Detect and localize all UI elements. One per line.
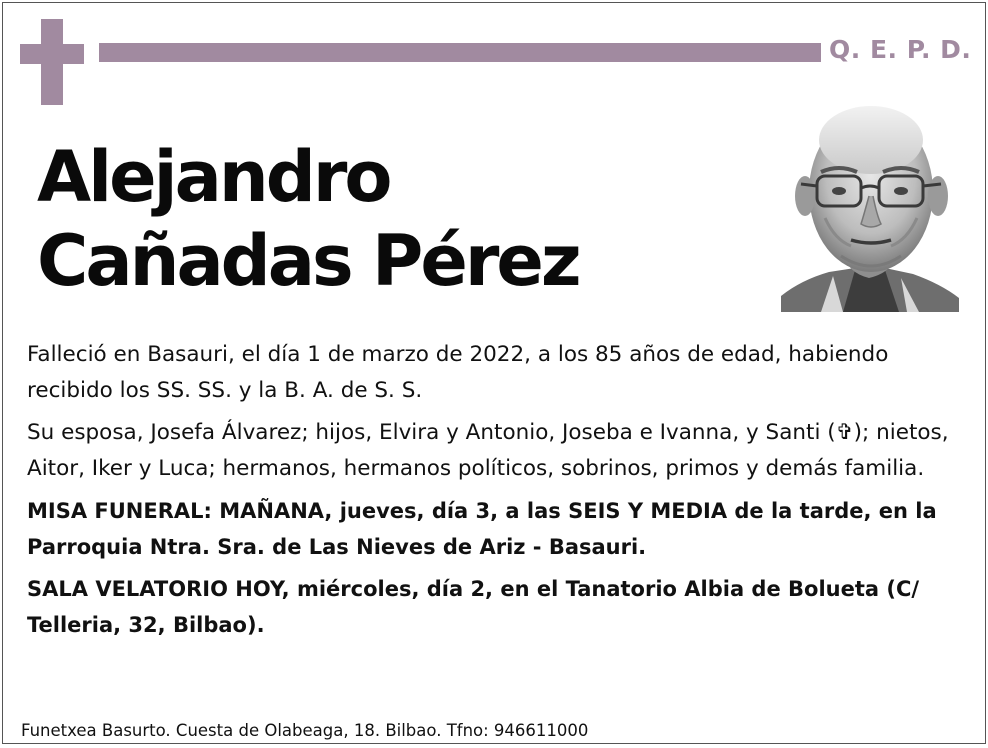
- portrait-photo: [781, 100, 959, 312]
- notice-body: [27, 337, 967, 649]
- funeral-mass-paragraph: MISA FUNERAL: MAÑANA, jueves, día 3, a las SEIS Y MEDIA de la tarde, en la Parroquia Ntra. Sra. de Las Nieves de Ariz - Basauri.: [27, 499, 937, 559]
- deceased-name: [37, 135, 579, 303]
- cross-icon: [20, 19, 84, 105]
- header-rule: [99, 43, 821, 62]
- obituary-notice: [2, 2, 986, 744]
- first-name: Alejandro: [37, 136, 390, 218]
- family-paragraph: Su esposa, Josefa Álvarez; hijos, Elvira y Antonio, Joseba e Ivanna, y Santi (✞); nietos, Aitor, Iker y Luca; hermanos, hermanos políticos, sobrinos, primos y demás familia.: [27, 420, 949, 481]
- funeral-home-footer: Funetxea Basurto. Cuesta de Olabeaga, 18. Bilbao. Tfno: 946611000: [21, 721, 589, 740]
- death-notice-paragraph: Falleció en Basauri, el día 1 de marzo de 2022, a los 85 años de edad, habiendo recibido los SS. SS. y la B. A. de S. S.: [27, 342, 889, 403]
- qepd-label: Q. E. P. D.: [829, 35, 972, 64]
- surnames: Cañadas Pérez: [37, 220, 579, 302]
- wake-paragraph: SALA VELATORIO HOY, miércoles, día 2, en el Tanatorio Albia de Bolueta (C/ Telleria, 32, Bilbao).: [27, 577, 920, 637]
